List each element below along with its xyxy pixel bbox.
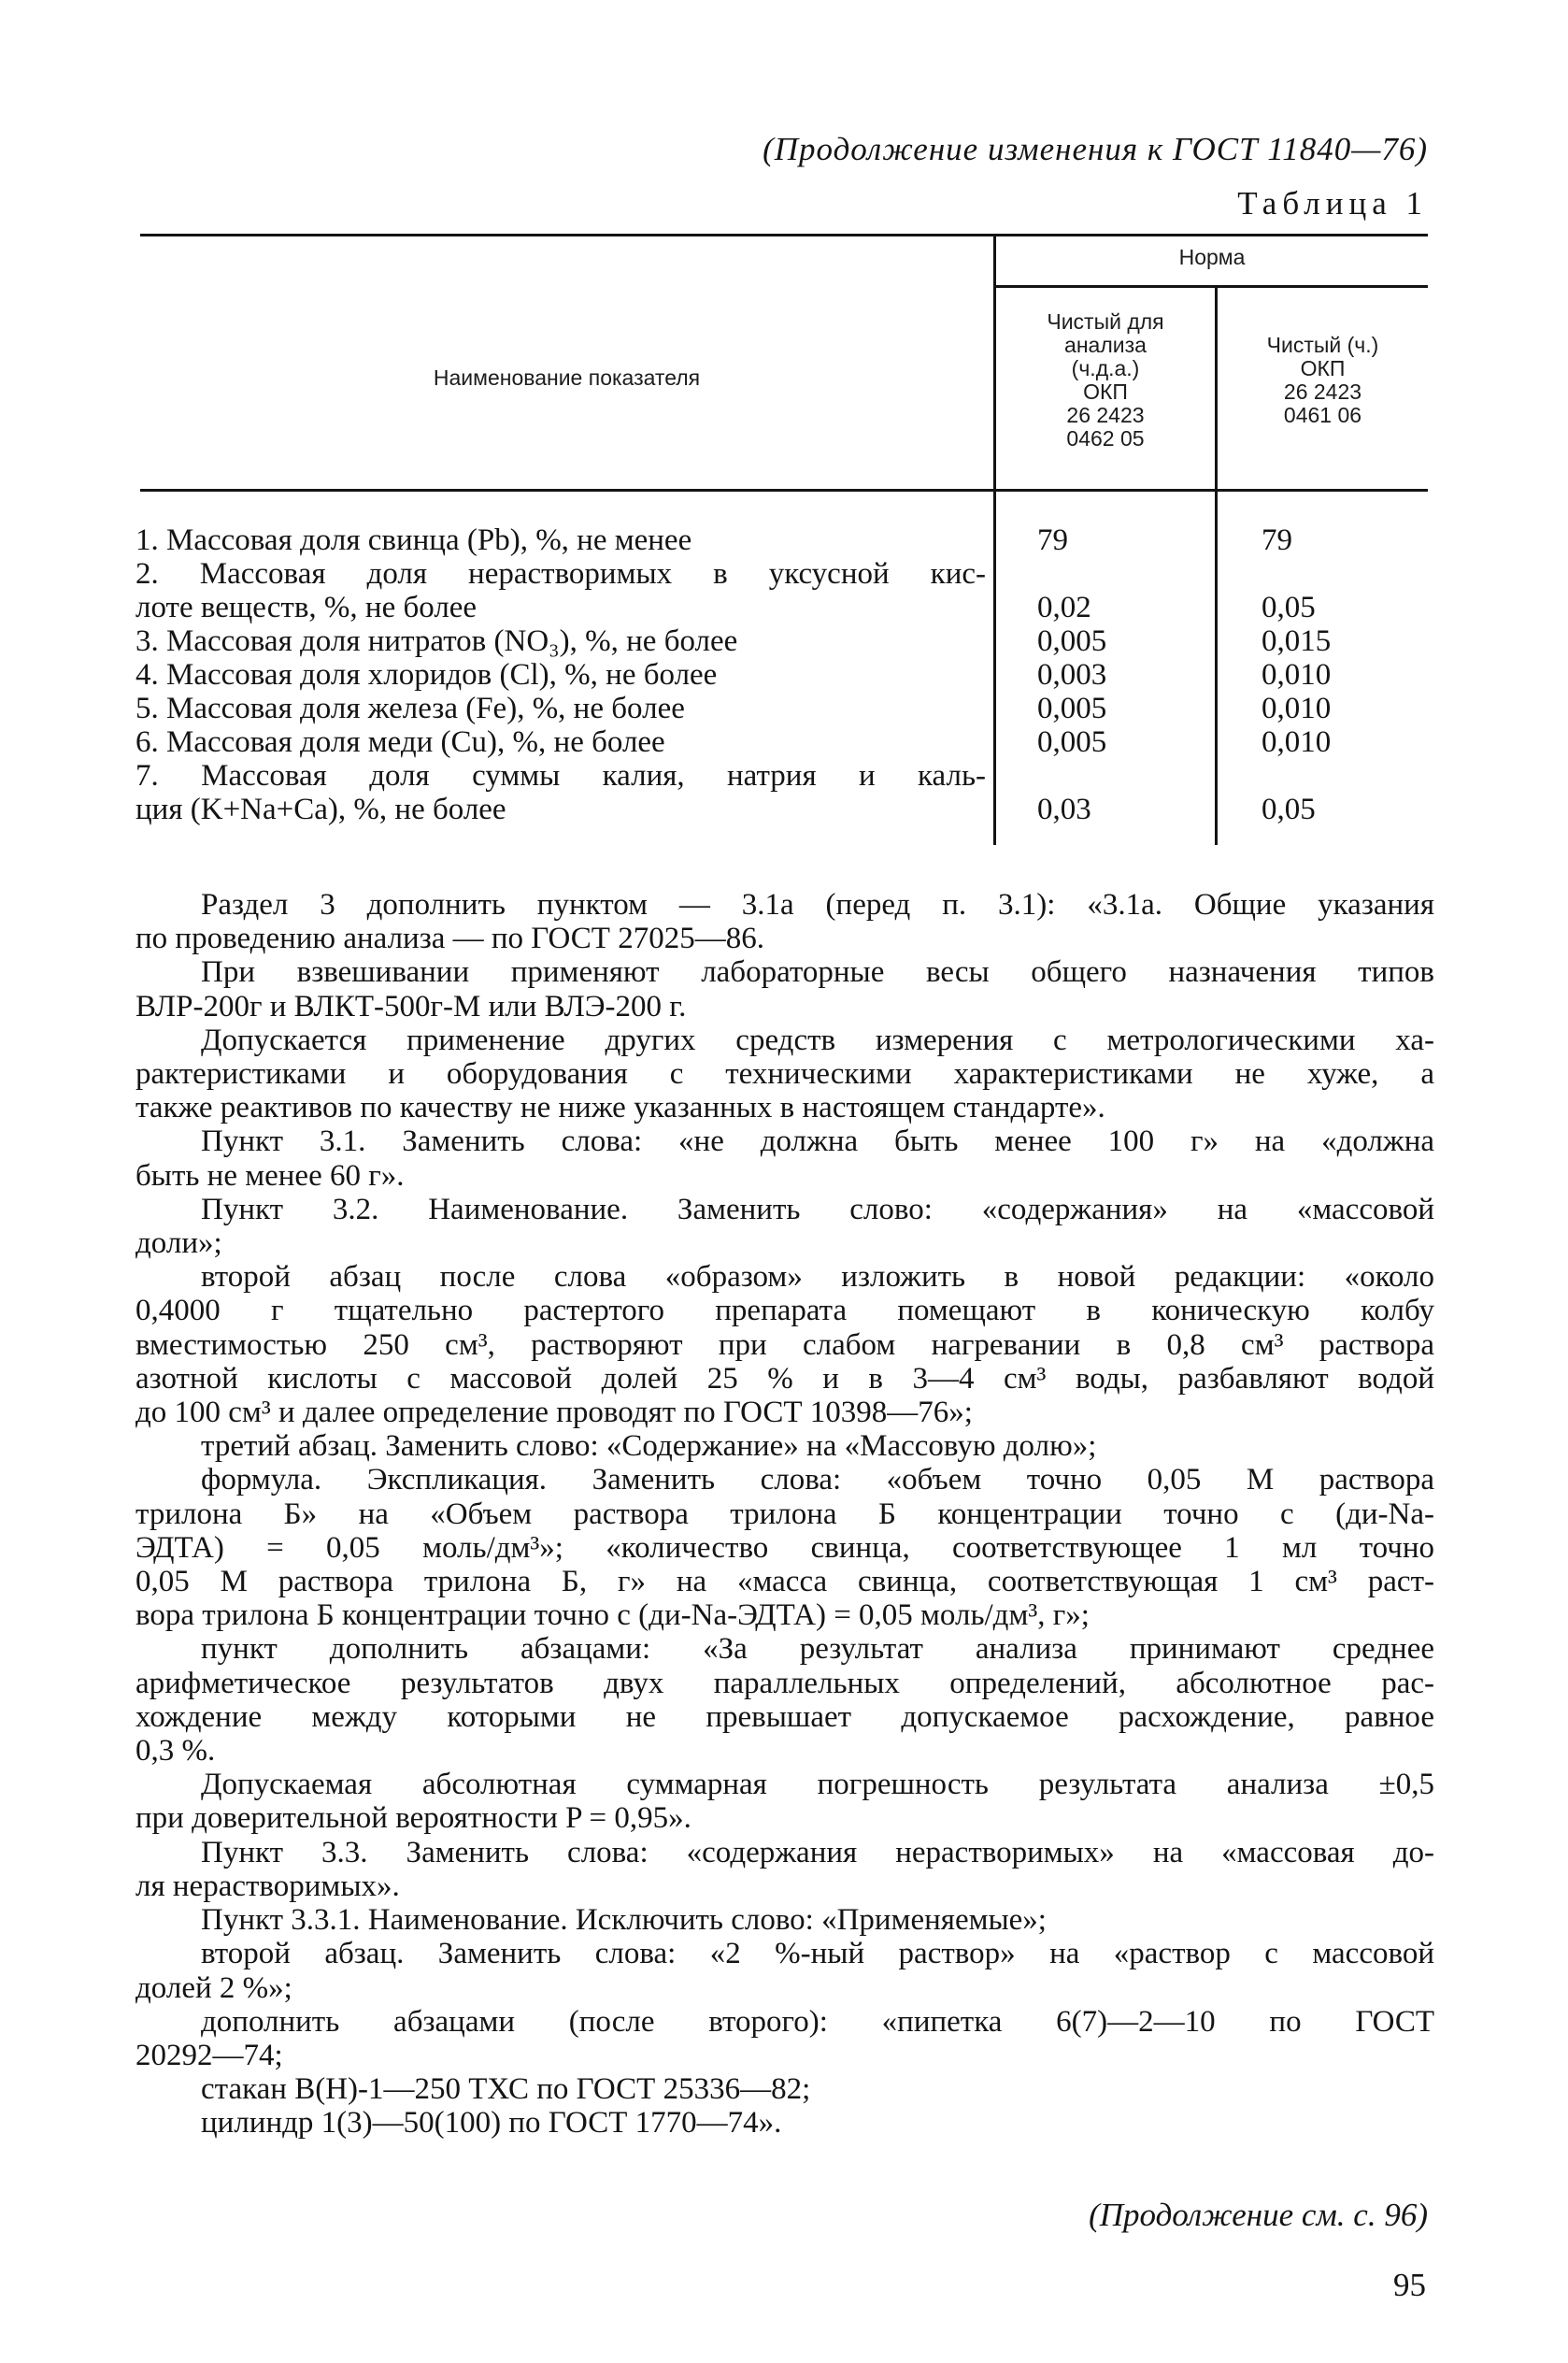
running-header: (Продолжение изменения к ГОСТ 11840—76) <box>763 131 1428 167</box>
paragraph <box>135 1463 1434 1632</box>
table-row-name <box>135 658 986 692</box>
paragraph <box>135 1836 1434 1903</box>
text-line: ЭДТА) = 0,05 моль/дм³»; «количество свинца, соответствующее 1 мл точно <box>135 1530 1434 1565</box>
paragraph <box>135 1903 1434 1937</box>
table-cell-col2: 0,05 <box>1262 793 1316 826</box>
norm-header: Норма <box>1178 245 1246 269</box>
page-number: 95 <box>1393 2267 1426 2303</box>
footer-continuation: (Продолжение см. с. 96) <box>1089 2197 1428 2233</box>
text-line: второй абзац. Заменить слова: «2 %-ный раствор» на «раствор с массовой <box>201 1937 1434 1971</box>
text-line: доли»; <box>135 1226 222 1261</box>
table-cell-col1: 0,005 <box>1037 692 1107 725</box>
text-line: по проведению анализа — по ГОСТ 27025—86. <box>135 922 764 956</box>
table-row-name <box>135 557 986 624</box>
table-row-name <box>135 624 986 658</box>
table-row-name-line: 6. Массовая доля меди (Cu), %, не более <box>135 725 665 759</box>
text-line: 20292—74; <box>135 2038 283 2072</box>
text-line: арифметическое результатов двух параллельных определений, абсолютное рас- <box>135 1666 1434 1700</box>
col-name-header: Наименование показателя <box>433 365 701 390</box>
paragraph <box>135 1632 1434 1768</box>
table-cell-col1: 0,003 <box>1037 658 1107 692</box>
table-cell-col2: 0,015 <box>1262 624 1332 658</box>
paragraph <box>135 1260 1434 1429</box>
text-line: рактеристиками и оборудования с техническими характеристиками не хуже, а <box>135 1057 1434 1092</box>
text-line: Пункт 3.3. Заменить слова: «содержания нерастворимых» на «массовая до- <box>201 1835 1434 1869</box>
text-line: при доверительной вероятности P = 0,95». <box>135 1801 691 1836</box>
paragraph <box>135 2005 1434 2072</box>
text-line: ля нерастворимых». <box>135 1869 400 1903</box>
text-line: Пункт 3.2. Наименование. Заменить слово: «содержания» на «массовой <box>201 1192 1434 1226</box>
text-line: второй абзац после слова «образом» изложить в новой редакции: «около <box>201 1260 1434 1295</box>
text-line: трилона Б» на «Объем раствора трилона Б концентрации точно с (ди-Na- <box>135 1497 1434 1531</box>
text-line: также реактивов по качеству не ниже указанных в настоящем стандарте». <box>135 1091 1105 1125</box>
table-row-name-line: 4. Массовая доля хлоридов (Cl), %, не более <box>135 658 718 692</box>
text-line: 0,05 М раствора трилона Б, г» на «масса свинца, соответствующая 1 см³ раст- <box>135 1565 1434 1599</box>
text-line: долей 2 %»; <box>135 1970 292 2005</box>
table-row-name-line: 5. Массовая доля железа (Fe), %, не более <box>135 692 685 725</box>
text-line: стакан В(Н)-1—250 ТХС по ГОСТ 25336—82; <box>201 2072 811 2107</box>
table-row-name-line: 3. Массовая доля нитратов (NO₃), %, не более <box>135 624 738 658</box>
table-row-name-line: 2. Массовая доля нерастворимых в уксусной кис- <box>135 557 986 591</box>
table-cell-col2: 0,010 <box>1262 692 1332 725</box>
paragraph <box>135 888 1434 955</box>
text-line: формула. Экспликация. Заменить слова: «объем точно 0,05 М раствора <box>201 1463 1434 1497</box>
table-row-name-line: ция (K+Na+Ca), %, не более <box>135 793 506 826</box>
table-cell-col2: 0,010 <box>1262 658 1332 692</box>
text-line: При взвешивании применяют лабораторные весы общего назначения типов <box>201 955 1434 990</box>
text-line: до 100 см³ и далее определение проводят по ГОСТ 10398—76»; <box>135 1396 973 1430</box>
table-cell-col2: 0,05 <box>1262 591 1316 624</box>
text-line: Допускается применение других средств измерения с метрологическими ха- <box>201 1023 1434 1057</box>
text-line: Пункт 3.1. Заменить слова: «не должна быть менее 100 г» на «должна <box>201 1124 1434 1159</box>
table-cell-col1: 79 <box>1037 523 1068 557</box>
text-line: быть не менее 60 г». <box>135 1158 405 1193</box>
col1-header: Чистый для анализа (ч.д.а.) ОКП 26 2423 0462 05 <box>1047 309 1164 451</box>
text-line: вора трилона Б концентрации точно с (ди-Na-ЭДТА) = 0,05 моль/дм³, г»; <box>135 1598 1090 1633</box>
table-cell-col1: 0,005 <box>1037 725 1107 759</box>
paragraph <box>135 2072 1434 2106</box>
paragraph <box>135 1124 1434 1192</box>
text-line: вместимостью 250 см³, растворяют при слабом нагревании в 0,8 см³ раствора <box>135 1327 1434 1362</box>
text-line: Пункт 3.3.1. Наименование. Исключить слово: «Применяемые»; <box>201 1903 1047 1938</box>
table-row-name <box>135 692 986 725</box>
text-line: третий абзац. Заменить слово: «Содержание» на «Массовую долю»; <box>201 1429 1097 1464</box>
paragraph <box>135 1429 1434 1463</box>
table-row-name-line: 7. Массовая доля суммы калия, натрия и каль- <box>135 759 986 793</box>
table-cell-col1: 0,005 <box>1037 624 1107 658</box>
table-header-bottom-rule <box>140 489 1428 492</box>
body-paragraphs <box>135 888 1434 2141</box>
table-row-name-line: 1. Массовая доля свинца (Pb), %, не менее <box>135 523 692 557</box>
table-cell-col1: 0,02 <box>1037 591 1091 624</box>
text-line: хождение между которыми не превышает допускаемое расхождение, равное <box>135 1699 1434 1734</box>
table-top-rule <box>140 234 1428 236</box>
paragraph <box>135 955 1434 1023</box>
table-norm-rule <box>993 285 1428 288</box>
col2-header: Чистый (ч.) ОКП 26 2423 0461 06 <box>1266 333 1379 427</box>
table-row-name <box>135 523 986 557</box>
table-cell-col1: 0,03 <box>1037 793 1091 826</box>
table-row-name <box>135 725 986 759</box>
text-line: цилиндр 1(3)—50(100) по ГОСТ 1770—74». <box>201 2106 782 2141</box>
text-line: 0,4000 г тщательно растертого препарата помещают в коническую колбу <box>135 1294 1434 1328</box>
table-row-name-line: лоте веществ, %, не более <box>135 591 478 624</box>
text-line: дополнить абзацами (после второго): «пипетка 6(7)—2—10 по ГОСТ <box>201 2004 1434 2039</box>
text-line: Допускаемая абсолютная суммарная погрешность результата анализа ±0,5 <box>201 1768 1434 1802</box>
table-cell-col2: 0,010 <box>1262 725 1332 759</box>
text-line: азотной кислоты с массовой долей 25 % и в 3—4 см³ воды, разбавляют водой <box>135 1361 1434 1396</box>
table-row-name <box>135 759 986 826</box>
table-label: Таблица 1 <box>1237 185 1428 222</box>
text-line: пункт дополнить абзацами: «За результат анализа принимают среднее <box>201 1632 1434 1667</box>
table-cell-col2: 79 <box>1262 523 1292 557</box>
paragraph <box>135 2106 1434 2140</box>
text-line: ВЛР-200г и ВЛКТ-500г-М или ВЛЭ-200 г. <box>135 989 687 1024</box>
text-line: 0,3 %. <box>135 1734 216 1769</box>
paragraph <box>135 1768 1434 1835</box>
paragraph <box>135 1937 1434 2004</box>
text-line: Раздел 3 дополнить пунктом — 3.1а (перед п. 3.1): «3.1а. Общие указания <box>201 888 1434 922</box>
paragraph <box>135 1024 1434 1125</box>
paragraph <box>135 1193 1434 1260</box>
